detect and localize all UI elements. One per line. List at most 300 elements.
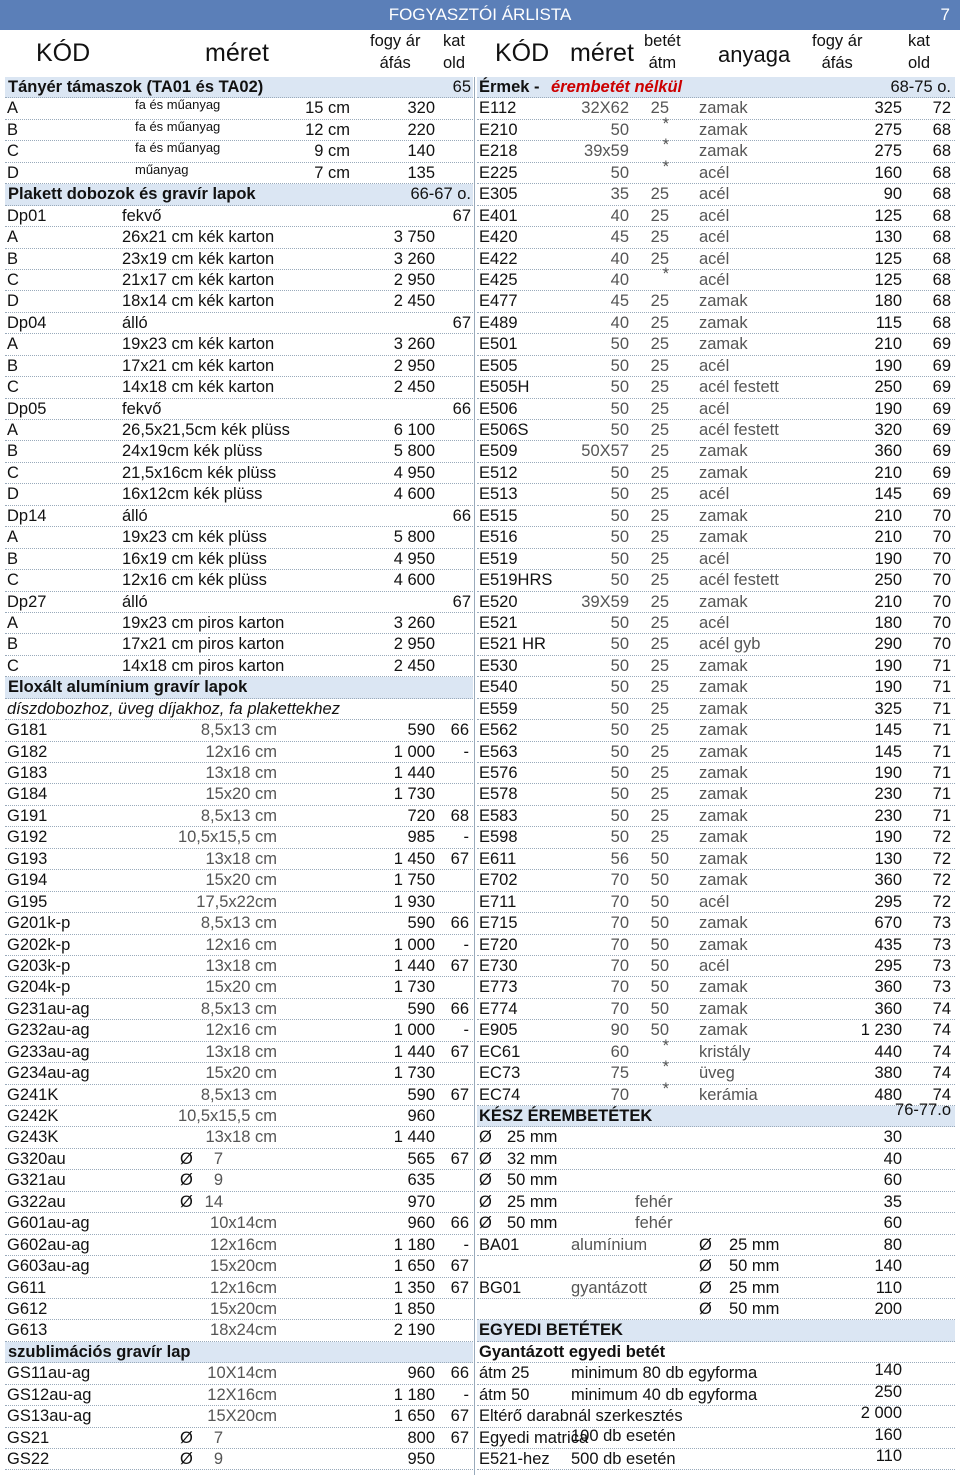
table-row <box>477 1020 955 1041</box>
item-insert: 25 <box>650 292 669 311</box>
item-code: E401 <box>479 206 518 225</box>
section-subtitle: érembetét nélkül <box>551 78 683 96</box>
item-code: G192 <box>7 828 48 847</box>
item-size: 25 mm <box>729 1278 780 1297</box>
item-price: 2 000 <box>860 1404 902 1423</box>
item-size: 7 <box>213 1428 223 1447</box>
item-code: G182 <box>7 742 48 761</box>
item-price: 110 <box>875 1447 902 1465</box>
item-material: zamak <box>699 528 748 547</box>
item-material: zamak <box>699 678 748 697</box>
item-price: 190 <box>874 828 902 847</box>
item-page: 68 <box>932 185 951 204</box>
item-material: acél <box>699 956 730 975</box>
table-row <box>5 827 473 848</box>
item-color: fehér <box>635 1192 673 1211</box>
item-size: 12x16cm <box>210 1235 277 1254</box>
item-price: 960 <box>407 1107 435 1125</box>
item-size: 8,5x13 cm <box>200 721 277 740</box>
item-insert: 25 <box>650 549 669 568</box>
item-material: zamak <box>699 99 748 118</box>
item-price: 140 <box>407 142 435 161</box>
item-page: 66 <box>450 721 469 740</box>
right-column <box>477 77 955 1470</box>
item-page: 73 <box>932 914 951 933</box>
item-material: zamak <box>699 292 748 311</box>
item-size: 70 <box>610 1085 629 1104</box>
item-size: 9 <box>213 1171 223 1190</box>
table-row <box>477 249 955 270</box>
item-page: 66 <box>450 914 469 933</box>
item-page: 71 <box>932 721 951 740</box>
item-insert: 25 <box>650 678 669 697</box>
table-row <box>5 1192 473 1213</box>
item-code: E598 <box>479 828 518 847</box>
item-code: E218 <box>479 142 518 161</box>
item-code: G194 <box>7 871 48 890</box>
section-title: szublimációs gravír lap <box>8 1342 191 1361</box>
item-code: EC73 <box>479 1064 521 1083</box>
item-price: 190 <box>874 764 902 782</box>
diameter-symbol: Ø <box>180 1192 193 1211</box>
diameter-symbol: Ø <box>180 1428 193 1447</box>
col-anyaga-right: anyaga <box>718 42 791 67</box>
item-code: E305 <box>479 185 518 204</box>
item-size: 56 <box>610 849 629 868</box>
table-row <box>477 913 955 934</box>
item-material: zamak <box>699 871 748 890</box>
item-page: 72 <box>932 871 951 890</box>
item-page: 66 <box>452 506 471 525</box>
table-row <box>477 935 955 956</box>
item-material: zamak <box>699 785 748 804</box>
item-page: 70 <box>932 635 951 654</box>
item-price: 60 <box>883 1171 902 1190</box>
item-price: 210 <box>874 592 902 611</box>
item-price: 1 450 <box>393 849 435 868</box>
page-title: FOGYASZTÓI ÁRLISTA <box>388 5 572 24</box>
item-price: 565 <box>407 1149 435 1168</box>
left-column <box>5 77 473 1470</box>
item-size: 10,5x15,5 cm <box>177 828 277 847</box>
table-row <box>477 1235 955 1256</box>
item-price: 1 440 <box>393 1042 435 1061</box>
item-desc: fa és műanyag <box>135 97 221 113</box>
item-code: E210 <box>479 120 518 139</box>
item-page: 70 <box>932 506 951 525</box>
item-page: - <box>463 1235 469 1254</box>
item-code: Dp27 <box>7 592 47 611</box>
item-insert: 25 <box>650 313 669 332</box>
item-material: acél <box>699 613 730 632</box>
item-price: 125 <box>874 206 902 225</box>
item-size: 7 cm <box>314 163 350 182</box>
item-page: 67 <box>452 592 471 611</box>
item-page: 69 <box>932 335 951 354</box>
item-code: G181 <box>7 721 48 740</box>
table-row <box>477 956 955 977</box>
item-code: E506S <box>479 421 529 439</box>
item-size: 17,5x22cm <box>196 892 277 911</box>
item-price: 1 440 <box>393 1128 435 1147</box>
item-price: 3 260 <box>393 249 435 268</box>
item-code: G243K <box>7 1128 59 1147</box>
item-price: 1 440 <box>393 764 435 782</box>
table-row <box>5 549 473 570</box>
item-code: G231au-ag <box>7 999 90 1018</box>
item-insert: 25 <box>650 421 669 439</box>
item-size: 13x18 cm <box>205 956 277 975</box>
item-price: 275 <box>874 142 902 161</box>
item-price: 1 180 <box>393 1385 435 1404</box>
item-size: 18x24cm <box>210 1321 277 1340</box>
item-code: A <box>7 228 19 247</box>
item-desc: fa és műanyag <box>135 118 221 134</box>
item-desc: 21x17 cm kék karton <box>122 270 275 289</box>
item-code: Dp01 <box>7 206 47 225</box>
item-size: 70 <box>610 892 629 911</box>
diameter-symbol: Ø <box>479 1149 492 1168</box>
table-row <box>477 420 955 441</box>
item-insert: 25 <box>650 485 669 504</box>
item-size: 15x20 cm <box>205 871 277 890</box>
item-size: 50 <box>610 785 629 804</box>
table-row <box>477 1256 955 1277</box>
table-row <box>477 1213 955 1234</box>
item-size: 45 <box>610 228 629 247</box>
table-row <box>477 334 955 355</box>
item-code: Dp05 <box>7 399 47 418</box>
item-size: 8,5x13 cm <box>200 806 277 825</box>
col-fogy-ar-left: fogy ár áfás <box>370 32 421 72</box>
item-desc: fekvő <box>122 399 162 418</box>
item-insert: 25 <box>650 613 669 632</box>
table-row <box>477 463 955 484</box>
item-code: G195 <box>7 892 48 911</box>
item-material: zamak <box>699 999 748 1018</box>
item-material: zamak <box>699 764 748 782</box>
item-code: C <box>7 656 19 675</box>
item-price: 135 <box>407 163 435 182</box>
item-material: zamak <box>699 806 748 825</box>
table-row <box>477 1149 955 1170</box>
item-code: A <box>7 613 19 632</box>
item-page: 71 <box>932 678 951 697</box>
item-desc: 19x23 cm kék plüss <box>122 528 267 547</box>
item-size: 50 <box>610 828 629 847</box>
item-price: 320 <box>407 99 435 118</box>
item-page: 67 <box>450 956 469 975</box>
item-size: 90 <box>610 1021 629 1040</box>
item-price: 250 <box>874 571 902 590</box>
item-code: C <box>7 270 19 289</box>
item-code: E422 <box>479 249 518 268</box>
item-insert: 25 <box>650 185 669 204</box>
item-size: 13x18 cm <box>205 1128 277 1147</box>
item-price: 140 <box>874 1361 902 1380</box>
item-code: E519HRS <box>479 571 553 590</box>
diameter-symbol: Ø <box>699 1257 712 1276</box>
item-size: 75 <box>610 1064 629 1083</box>
item-code: E521 HR <box>479 635 546 654</box>
item-desc: álló <box>122 313 148 332</box>
item-page: 67 <box>450 1278 469 1297</box>
item-insert: * <box>662 136 669 155</box>
item-price: 1 730 <box>393 1064 435 1083</box>
item-price: 380 <box>874 1064 902 1083</box>
item-color: fehér <box>635 1214 673 1233</box>
item-price: 90 <box>883 185 902 204</box>
item-material: acél <box>699 270 730 289</box>
table-row <box>477 114 955 141</box>
table-row <box>477 742 955 763</box>
table-row <box>477 827 955 848</box>
item-price: 160 <box>874 1425 902 1444</box>
item-code: E225 <box>479 163 518 182</box>
item-price: 290 <box>874 635 902 654</box>
item-page: 67 <box>450 1428 469 1447</box>
table-row <box>5 527 473 548</box>
table-row <box>477 157 955 184</box>
item-price: 190 <box>874 678 902 697</box>
item-desc: 26,5x21,5cm kék plüss <box>122 421 290 439</box>
section-title: KÉSZ ÉREMBETÉTEK <box>479 1107 653 1125</box>
item-size: 15x20 cm <box>205 785 277 804</box>
table-row <box>477 892 955 913</box>
item-size: 12X16cm <box>207 1385 277 1404</box>
diameter-symbol: Ø <box>699 1235 712 1254</box>
section-subtitle: díszdobozhoz, üveg díjakhoz, fa plakettekhez <box>7 699 340 718</box>
item-insert: 25 <box>650 378 669 397</box>
item-price: 80 <box>883 1235 902 1254</box>
item-code: A <box>7 335 19 354</box>
table-row <box>5 1170 473 1191</box>
item-insert: 25 <box>650 806 669 825</box>
item-desc: 16x12cm kék plüss <box>122 485 263 504</box>
table-row <box>477 1320 955 1341</box>
item-desc: 14x18 cm kék karton <box>122 378 275 397</box>
section-title: Eloxált alumínium gravír lapok <box>8 678 248 697</box>
item-price: 230 <box>874 806 902 825</box>
item-size: 10X14cm <box>207 1364 277 1383</box>
item-material: acél <box>699 228 730 247</box>
item-material: zamak <box>699 828 748 847</box>
item-price: 1 750 <box>393 871 435 890</box>
table-row <box>5 592 473 613</box>
item-desc: 24x19cm kék plüss <box>122 442 263 461</box>
item-desc: 19x23 cm piros karton <box>122 613 285 632</box>
item-code: E521 <box>479 613 518 632</box>
table-row <box>5 334 473 355</box>
table-row <box>5 484 473 505</box>
item-size: 12x16 cm <box>205 1021 277 1040</box>
item-page: 67 <box>450 1149 469 1168</box>
col-kat-right: kat old <box>908 32 931 72</box>
item-page: - <box>463 742 469 761</box>
section-title: Érmek - <box>479 78 540 96</box>
diameter-symbol: Ø <box>180 1450 193 1468</box>
item-code: G320au <box>7 1149 66 1168</box>
item-material: acél <box>699 485 730 504</box>
item-code: A <box>7 421 19 439</box>
table-row <box>477 677 955 698</box>
item-desc: 17x21 cm piros karton <box>122 635 285 654</box>
section-page: 66-67 o. <box>410 185 471 204</box>
item-material: acél festett <box>699 421 779 439</box>
item-size: 15x20cm <box>210 1257 277 1276</box>
table-row <box>5 1085 473 1106</box>
price-table <box>0 77 960 1475</box>
item-price: 1 650 <box>393 1407 435 1426</box>
item-price: 200 <box>874 1299 902 1318</box>
item-insert: * <box>662 157 669 176</box>
item-material: acél <box>699 163 730 182</box>
item-insert: 50 <box>650 871 669 890</box>
item-size: 10x14cm <box>210 1214 277 1233</box>
item-price: 4 600 <box>393 571 435 590</box>
item-page: 67 <box>450 1085 469 1104</box>
item-material: zamak <box>699 699 748 718</box>
item-price: 145 <box>874 742 902 761</box>
table-row <box>5 634 473 655</box>
item-size: 32 mm <box>507 1149 558 1168</box>
item-code: Dp04 <box>7 313 47 332</box>
table-row <box>5 463 473 484</box>
item-price: 145 <box>874 485 902 504</box>
table-row <box>477 1058 955 1084</box>
item-insert: 25 <box>650 463 669 482</box>
item-page: 68 <box>932 313 951 332</box>
item-size: 50 <box>610 120 629 139</box>
item-code: E774 <box>479 999 518 1018</box>
item-size: 50 <box>610 335 629 354</box>
item-desc: álló <box>122 592 148 611</box>
item-size: 9 <box>213 1450 223 1468</box>
item-material: zamak <box>699 463 748 482</box>
item-code: E583 <box>479 806 518 825</box>
page-number: 7 <box>940 5 950 24</box>
table-row <box>5 1149 473 1170</box>
table-row <box>5 120 473 141</box>
item-size: 10,5x15,5 cm <box>177 1107 277 1125</box>
item-size: 50 <box>610 678 629 697</box>
item-size: 14 <box>204 1192 223 1211</box>
table-row <box>477 720 955 741</box>
item-code: átm 25 <box>479 1364 530 1383</box>
item-price: 2 450 <box>393 292 435 311</box>
item-size: 60 <box>610 1042 629 1061</box>
item-page: 67 <box>450 1257 469 1276</box>
item-size: 50 mm <box>507 1214 558 1233</box>
item-price: 590 <box>407 1085 435 1104</box>
table-row <box>477 656 955 677</box>
item-insert: 50 <box>650 956 669 975</box>
item-size: 15 cm <box>305 99 350 118</box>
item-price: 230 <box>874 785 902 804</box>
diameter-symbol: Ø <box>479 1128 492 1147</box>
item-price: 670 <box>874 914 902 933</box>
item-price: 130 <box>874 849 902 868</box>
item-size: 12x16 cm <box>205 742 277 761</box>
item-code: C <box>7 463 19 482</box>
item-price: 1 180 <box>393 1235 435 1254</box>
table-row <box>5 77 473 98</box>
table-row <box>477 77 955 98</box>
table-row <box>477 206 955 227</box>
table-row <box>5 399 473 420</box>
item-page: - <box>463 935 469 954</box>
item-page: 73 <box>932 956 951 975</box>
item-size: 9 cm <box>314 142 350 161</box>
item-desc: 18x14 cm kék karton <box>122 292 275 311</box>
table-row <box>5 720 473 741</box>
item-page: 70 <box>932 528 951 547</box>
item-material: zamak <box>699 935 748 954</box>
item-size: 25 mm <box>729 1235 780 1254</box>
item-desc: 12x16 cm kék plüss <box>122 571 267 590</box>
section-title: Plakett dobozok és gravír lapok <box>8 185 256 204</box>
table-row <box>5 763 473 784</box>
table-row <box>5 1063 473 1084</box>
table-row <box>477 313 955 334</box>
item-insert: 25 <box>650 99 669 118</box>
table-row <box>477 527 955 548</box>
item-insert: 25 <box>650 249 669 268</box>
item-price: 5 800 <box>393 442 435 461</box>
item-size: 50 <box>610 378 629 397</box>
table-row <box>477 699 955 720</box>
item-code: E519 <box>479 549 518 568</box>
item-code: EC74 <box>479 1085 521 1104</box>
item-insert: 25 <box>650 785 669 804</box>
item-price: 1 440 <box>393 956 435 975</box>
item-price: 3 260 <box>393 613 435 632</box>
item-price: 250 <box>874 378 902 397</box>
item-size: 15x20 cm <box>205 978 277 997</box>
table-row <box>5 1278 473 1299</box>
item-page: 70 <box>932 571 951 590</box>
item-insert: * <box>662 114 669 133</box>
item-material: acél <box>699 356 730 375</box>
item-price: 360 <box>874 999 902 1018</box>
item-price: 125 <box>874 249 902 268</box>
item-price: 190 <box>874 656 902 675</box>
item-page: 71 <box>932 742 951 761</box>
item-code: G234au-ag <box>7 1064 90 1083</box>
item-desc: 21,5x16cm kék plüss <box>122 463 277 482</box>
item-size: 70 <box>610 956 629 975</box>
item-page: 70 <box>932 549 951 568</box>
table-row <box>477 484 955 505</box>
table-row <box>5 1299 473 1320</box>
table-row <box>477 264 955 291</box>
item-page: 67 <box>452 206 471 225</box>
item-size: 45 <box>610 292 629 311</box>
item-code: G232au-ag <box>7 1021 90 1040</box>
item-code: E512 <box>479 463 518 482</box>
item-material: acél festett <box>699 571 779 590</box>
item-code: G183 <box>7 764 48 782</box>
item-code: A <box>7 99 19 118</box>
item-size: 50 <box>610 635 629 654</box>
table-row <box>5 1127 473 1148</box>
item-page: 74 <box>932 999 951 1018</box>
item-code: G611 <box>7 1278 47 1297</box>
table-row <box>477 634 955 655</box>
section-page: 68-75 o. <box>890 78 951 96</box>
item-page: 72 <box>932 849 951 868</box>
item-insert: 50 <box>650 935 669 954</box>
